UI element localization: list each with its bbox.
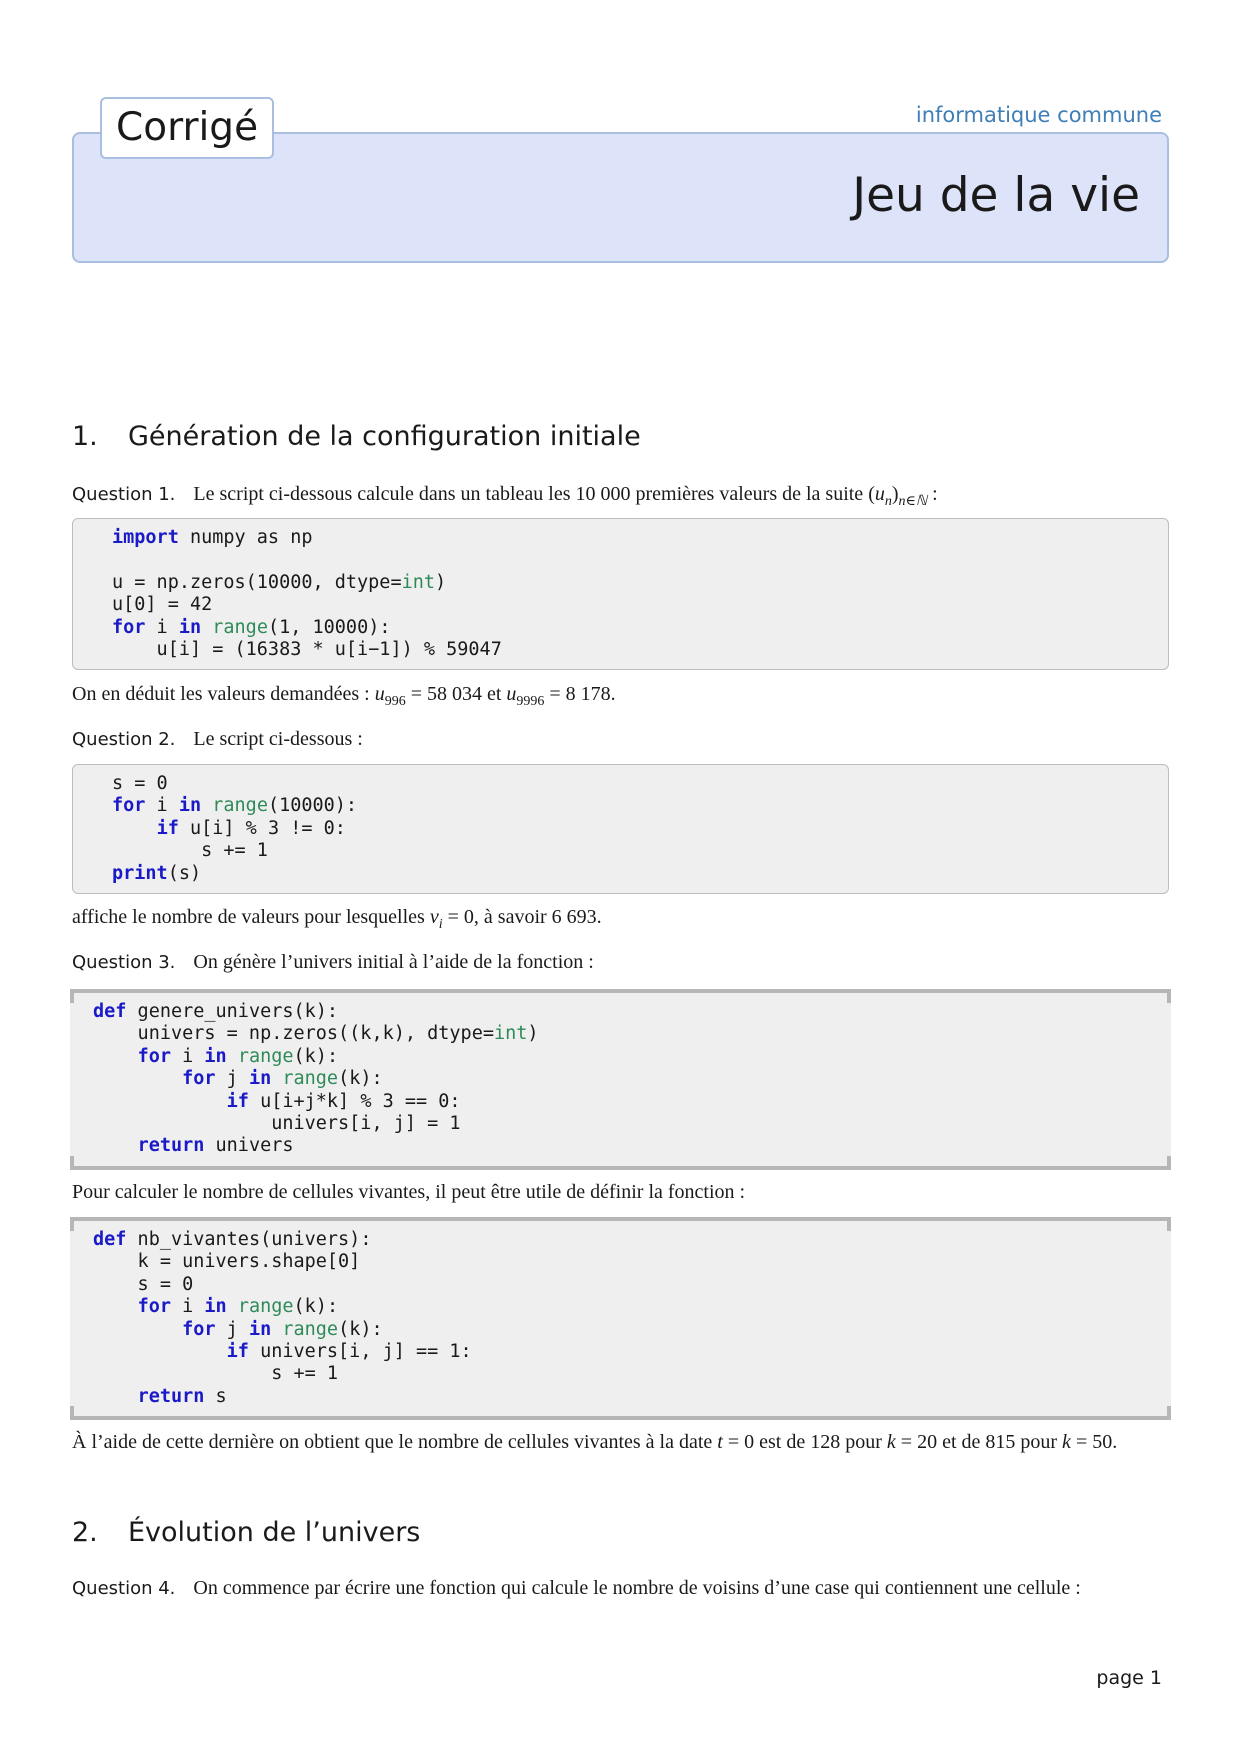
math-index: 996: [384, 694, 406, 709]
keyword: in: [178, 616, 202, 638]
code-text: u = np.zeros(10000, dtype=: [112, 571, 402, 593]
code-block-2: [72, 764, 1169, 894]
code-text: univers[i, j] == 1:: [248, 1341, 472, 1363]
code-text: [271, 1319, 282, 1340]
code-text: nb_vivantes(univers):: [126, 1229, 372, 1250]
math-index: 9996: [516, 694, 545, 709]
section-title: Génération de la configuration initiale: [128, 421, 641, 452]
math-v: v: [429, 906, 439, 928]
text: = 0, à savoir 6 693.: [447, 906, 602, 928]
code-text: univers: [204, 1135, 294, 1157]
question-1: Question 1. Le script ci-dessous calcule dans un tableau les 10 000 premières valeurs de la suite $(u_n)_{n\in ℕ}$ :: [72, 483, 938, 509]
question-text: Le script ci-dessous calcule dans un tableau les 10 000 premières valeurs de la suite: [193, 483, 864, 505]
question-3: [72, 950, 1170, 975]
code-text: (k):: [338, 1318, 383, 1340]
text: affiche le nombre de valeurs pour lesquelles: [72, 906, 425, 928]
keyword: in: [178, 795, 202, 817]
text: et: [486, 683, 502, 705]
text: = 58 034: [410, 683, 482, 705]
code-block-1: [72, 518, 1169, 670]
section-number: 2.: [72, 1517, 98, 1548]
keyword: if: [226, 1090, 249, 1112]
code-block-3: [70, 989, 1171, 1170]
keyword: in: [248, 1318, 272, 1340]
code-text: i: [145, 616, 179, 638]
code: [73, 519, 1168, 669]
course-label: informatique commune: [915, 103, 1162, 127]
text: = 50.: [1075, 1431, 1118, 1453]
page-number: page 1: [1096, 1667, 1162, 1689]
text: On en déduit les valeurs demandées :: [72, 683, 370, 705]
code: [73, 765, 1168, 893]
builtin: range: [212, 795, 268, 817]
code-text: ): [527, 1023, 539, 1045]
code-text: (k):: [293, 1045, 339, 1067]
section-number: 1.: [72, 421, 98, 452]
code-text: [93, 1386, 138, 1407]
keyword: def: [93, 1229, 127, 1250]
keyword: if: [226, 1341, 249, 1363]
section-heading-1: [72, 421, 641, 452]
keyword: for: [112, 616, 146, 638]
math-u: u: [374, 683, 385, 705]
code-text: s = 0: [112, 773, 168, 794]
code-text: u[i+j*k] % 3 == 0:: [248, 1090, 461, 1112]
keyword: in: [204, 1296, 227, 1318]
builtin: range: [282, 1318, 339, 1340]
math-u: u: [874, 483, 885, 505]
code-text: [93, 1046, 138, 1067]
builtin: int: [493, 1023, 528, 1045]
code-text: (k):: [293, 1296, 339, 1318]
math-k: k: [1062, 1431, 1071, 1453]
colon: :: [927, 483, 938, 505]
code-text: [271, 1068, 282, 1089]
math-index-set: n∈ℕ: [898, 494, 928, 509]
code-text: [93, 1091, 227, 1112]
keyword: for: [112, 795, 146, 817]
text: À l’aide de cette dernière on obtient que le nombre de cellules vivantes à la date: [72, 1431, 713, 1453]
question-text: Le script ci-dessous :: [193, 728, 363, 750]
builtin: range: [237, 1296, 294, 1318]
keyword: return: [137, 1135, 205, 1157]
code-text: [93, 1319, 182, 1340]
code-text: k = univers.shape[0]: [93, 1251, 361, 1273]
section-heading-2: [72, 1517, 420, 1548]
keyword: for: [137, 1296, 171, 1318]
code-text: u[i] % 3 != 0:: [178, 817, 346, 839]
question-text: On commence par écrire une fonction qui calcule le nombre de voisins d’une case qui contiennent une cellule :: [193, 1577, 1081, 1599]
paragraph-result: [72, 1430, 1170, 1455]
code-text: u[0] = 42: [112, 594, 213, 616]
math-u: u: [506, 683, 517, 705]
code-text: s += 1: [112, 840, 268, 862]
keyword: print: [112, 862, 168, 884]
keyword: in: [248, 1068, 272, 1090]
corrige-badge: Corrigé: [100, 97, 274, 159]
question-label: Question 1.: [72, 484, 176, 505]
math-t: t: [717, 1431, 723, 1453]
code-text: u[i] = (16383 * u[i−1]) % 59047: [112, 639, 502, 661]
keyword: import: [112, 527, 179, 548]
builtin: range: [282, 1068, 339, 1090]
code-text: numpy as np: [178, 527, 313, 548]
math-k: k: [886, 1431, 896, 1453]
code: [70, 993, 1171, 1166]
code-text: [201, 617, 212, 638]
math-n: n: [884, 494, 892, 509]
code-text: i: [145, 795, 179, 817]
code-text: ): [435, 571, 447, 593]
keyword: for: [182, 1068, 216, 1090]
page-title: Jeu de la vie: [852, 168, 1140, 223]
builtin: range: [212, 616, 268, 638]
code-block-4: [70, 1217, 1171, 1420]
code-text: s = 0: [93, 1273, 194, 1295]
code-text: (k):: [338, 1068, 383, 1090]
code-text: (10000):: [267, 795, 358, 817]
keyword: def: [93, 1001, 127, 1022]
code-text: [93, 1341, 227, 1362]
builtin: range: [237, 1045, 294, 1067]
paragraph-helper: [72, 1180, 1170, 1205]
code-text: (1, 10000):: [267, 616, 391, 638]
code-text: j: [215, 1068, 249, 1090]
code-text: j: [215, 1318, 249, 1340]
builtin: int: [401, 571, 436, 593]
code-text: i: [170, 1296, 205, 1318]
question-label: Question 4.: [72, 1578, 176, 1599]
text: Pour calculer le nombre de cellules vivantes, il peut être utile de définir la fonction :: [72, 1181, 746, 1203]
paragraph-count: [72, 905, 1170, 937]
question-label: Question 3.: [72, 952, 176, 973]
code-text: genere_univers(k):: [126, 1001, 339, 1022]
question-2: [72, 727, 1170, 752]
code-text: [93, 1135, 138, 1156]
question-label: Question 2.: [72, 729, 176, 750]
question-text: On génère l’univers initial à l’aide de la fonction :: [193, 951, 594, 973]
code-text: univers = np.zeros((k,k), dtype=: [93, 1023, 494, 1045]
section-title: Évolution de l’univers: [128, 1517, 421, 1548]
code-text: [227, 1046, 238, 1067]
code-text: [201, 795, 212, 816]
math-index: i: [438, 917, 443, 932]
code-text: univers[i, j] = 1: [93, 1113, 461, 1135]
question-4: [72, 1576, 1170, 1601]
keyword: if: [156, 817, 179, 839]
code-text: [93, 1296, 138, 1317]
keyword: for: [182, 1318, 216, 1340]
code-text: i: [170, 1045, 205, 1067]
code-text: s += 1: [93, 1363, 339, 1385]
code-text: [93, 1068, 182, 1089]
keyword: in: [204, 1045, 227, 1067]
code-text: [112, 818, 157, 839]
code-text: s: [204, 1385, 227, 1407]
text: = 20 et de 815 pour: [900, 1431, 1058, 1453]
code-text: (s): [167, 862, 202, 884]
text: = 8 178.: [549, 683, 616, 705]
text: = 0 est de 128 pour: [727, 1431, 882, 1453]
code-text: [227, 1296, 238, 1317]
keyword: return: [137, 1385, 205, 1407]
paragraph-values: [72, 682, 1170, 714]
code: [70, 1221, 1171, 1416]
keyword: for: [137, 1045, 171, 1067]
